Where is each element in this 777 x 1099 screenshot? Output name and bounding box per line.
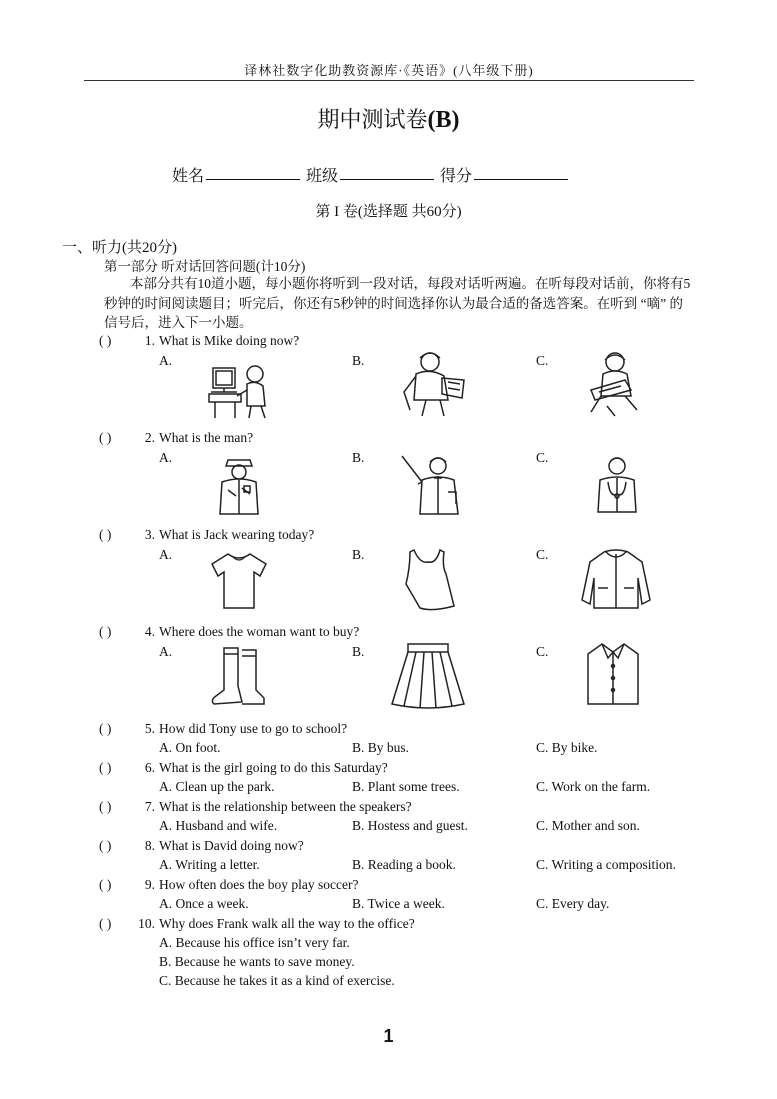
option-a[interactable]: A. On foot. [159, 740, 221, 755]
option-a[interactable]: A. Writing a letter. [159, 857, 260, 872]
title-suffix: (B) [427, 107, 460, 133]
option-b[interactable]: B. Plant some trees. [352, 779, 460, 794]
option-c[interactable]: C. Every day. [536, 896, 610, 911]
title-text: 期中测试卷 [317, 107, 428, 132]
class-label: 班级 [306, 168, 339, 185]
page-header: 译林社数字化助教资源库·《英语》(八年级下册) [244, 63, 534, 78]
option-c[interactable]: C. [536, 644, 549, 659]
option-b[interactable]: B. [352, 644, 365, 659]
option-c[interactable]: C. Because he takes it as a kind of exercise. [159, 973, 395, 988]
question-number: 8. [144, 838, 155, 853]
option-b[interactable]: B. By bus. [352, 740, 410, 755]
answer-blank[interactable]: ( ) [99, 916, 112, 931]
name-field[interactable] [206, 163, 300, 180]
question-number: 4. [144, 624, 155, 639]
question-text: Why does Frank walk all the way to the office? [159, 916, 415, 931]
instructions-text: 本部分共有10道小题，每小题你将听到一段对话，每段对话听两遍。在听每段对话前，你将有5秒钟的时间阅读题目；听完后，你还有5秒钟的时间选择你认为最合适的备选答案。在听到 “嘀” 的信号后，进入下一小题。 [104, 276, 691, 330]
student-info-line [172, 163, 574, 186]
question-text: How did Tony use to go to school? [159, 721, 348, 736]
option-a[interactable]: A. Because his office isn’t very far. [159, 935, 350, 950]
option-b[interactable]: B. Reading a book. [352, 857, 456, 872]
option-c[interactable]: C. [536, 547, 549, 562]
t-shirt-icon [210, 552, 268, 610]
option-b[interactable]: B. [352, 450, 365, 465]
answer-blank[interactable]: ( ) [99, 760, 112, 775]
answer-blank[interactable]: ( ) [99, 721, 112, 736]
question-text: What is David doing now? [159, 838, 304, 853]
question-number: 5. [144, 721, 155, 736]
page-title [0, 103, 777, 134]
question-3 [99, 527, 314, 543]
option-a[interactable]: A. Husband and wife. [159, 818, 278, 833]
question-text: What is Jack wearing today? [159, 527, 315, 542]
option-b[interactable]: B. [352, 353, 365, 368]
question-number: 7. [144, 799, 155, 814]
option-a[interactable]: A. [159, 353, 173, 368]
question-text: What is the man? [159, 430, 254, 445]
option-b[interactable]: B. Hostess and guest. [352, 818, 468, 833]
answer-blank[interactable]: ( ) [99, 430, 112, 445]
option-c[interactable]: C. Mother and son. [536, 818, 640, 833]
option-b[interactable]: B. [352, 547, 365, 562]
option-c[interactable]: C. [536, 353, 549, 368]
reading-person-icon [398, 350, 470, 418]
question-9 [99, 877, 358, 893]
vest-icon [400, 548, 458, 612]
police-officer-icon [214, 452, 264, 516]
question-5 [99, 721, 347, 737]
question-number: 1. [144, 333, 155, 348]
class-field[interactable] [340, 163, 434, 180]
score-field[interactable] [474, 163, 568, 180]
shirt-icon [584, 642, 642, 708]
computer-user-icon [207, 362, 273, 420]
part-title: 第 I 卷(选择题 共60分) [315, 204, 462, 220]
option-a[interactable]: A. Once a week. [159, 896, 249, 911]
boots-icon [208, 646, 270, 708]
question-6 [99, 760, 388, 776]
option-c[interactable]: C. [536, 450, 549, 465]
option-a[interactable]: A. [159, 547, 173, 562]
drawing-person-icon [585, 350, 643, 418]
question-7 [99, 799, 412, 815]
answer-blank[interactable]: ( ) [99, 877, 112, 892]
page-number: 1 [383, 1026, 394, 1046]
question-text: What is Mike doing now? [159, 333, 300, 348]
question-number: 6. [144, 760, 155, 775]
section-title: 一、听力(共20分) [62, 240, 177, 256]
answer-blank[interactable]: ( ) [99, 838, 112, 853]
question-text: What is the girl going to do this Saturday? [159, 760, 388, 775]
question-text: Where does the woman want to buy? [159, 624, 360, 639]
question-text: What is the relationship between the speakers? [159, 799, 412, 814]
jacket-icon [580, 548, 652, 612]
option-b[interactable]: B. Twice a week. [352, 896, 445, 911]
question-number: 3. [144, 527, 155, 542]
question-text: How often does the boy play soccer? [159, 877, 359, 892]
header-divider [84, 80, 694, 81]
option-c[interactable]: C. Work on the farm. [536, 779, 651, 794]
skirt-icon [388, 642, 468, 710]
teacher-pointer-icon [398, 452, 464, 518]
doctor-icon [594, 452, 640, 514]
answer-blank[interactable]: ( ) [99, 527, 112, 542]
question-4 [99, 624, 359, 640]
sub-section-title: 第一部分 听对话回答问题(计10分) [104, 259, 306, 274]
question-1 [99, 333, 299, 349]
question-2 [99, 430, 253, 446]
question-number: 2. [144, 430, 155, 445]
name-label: 姓名 [172, 168, 205, 185]
option-c[interactable]: C. Writing a composition. [536, 857, 676, 872]
option-a[interactable]: A. Clean up the park. [159, 779, 275, 794]
instructions [104, 274, 694, 333]
answer-blank[interactable]: ( ) [99, 333, 112, 348]
answer-blank[interactable]: ( ) [99, 799, 112, 814]
option-c[interactable]: C. By bike. [536, 740, 598, 755]
score-label: 得分 [440, 168, 473, 185]
question-number: 10. [138, 916, 155, 931]
option-a[interactable]: A. [159, 644, 173, 659]
answer-blank[interactable]: ( ) [99, 624, 112, 639]
question-8 [99, 838, 304, 854]
option-a[interactable]: A. [159, 450, 173, 465]
question-number: 9. [144, 877, 155, 892]
question-10 [99, 916, 415, 932]
option-b[interactable]: B. Because he wants to save money. [159, 954, 355, 969]
